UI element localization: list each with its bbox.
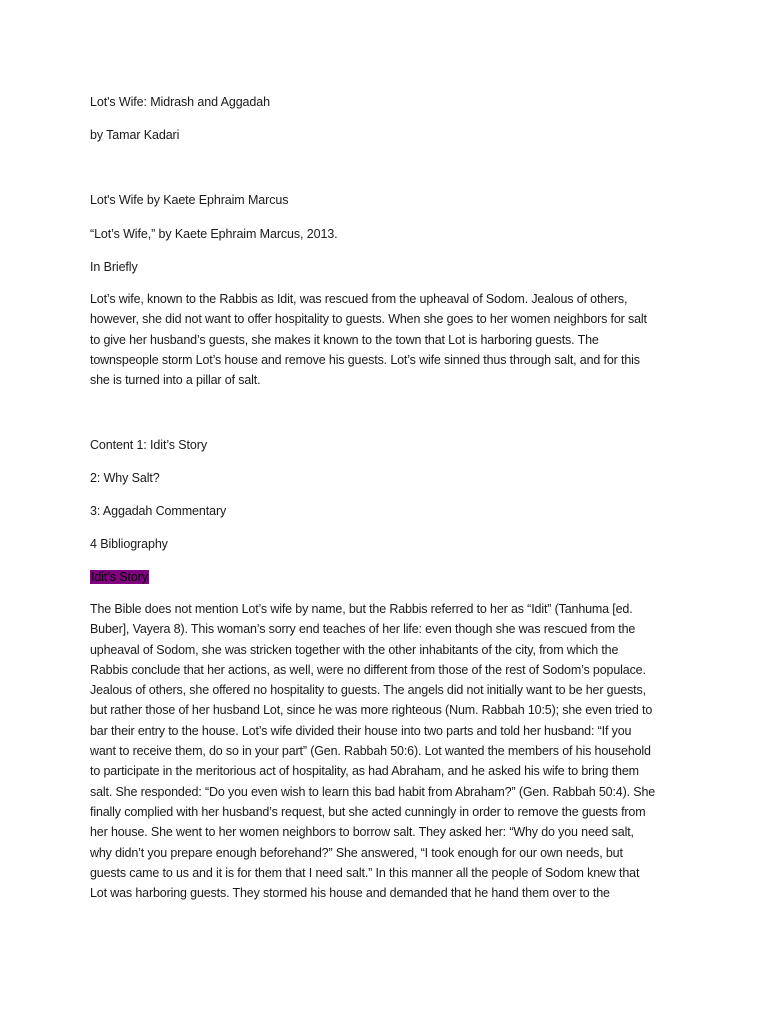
summary-line: however, she did not want to offer hospitality to guests. When she goes to her women neighbors for salt — [90, 312, 647, 327]
body-line: Lot was harboring guests. They stormed his house and demanded that he hand them over to the — [90, 886, 610, 901]
contents-item-3: 3: Aggadah Commentary — [90, 504, 227, 518]
section-heading — [90, 569, 149, 585]
document-title: Lot's Wife: Midrash and Aggadah — [90, 95, 270, 109]
body-line: guests came to us and it is for them that I need salt.” In this manner all the people of Sodom knew that — [90, 865, 640, 880]
body-line: Rabbis conclude that her actions, as well, were no different from those of the rest of Sodom’s populace. — [90, 662, 646, 677]
image-caption: “Lot’s Wife,” by Kaete Ephraim Marcus, 2013. — [90, 227, 338, 241]
body-line: Jealous of others, she offered no hospitality to guests. The angels did not initially want to be her guests, — [90, 683, 646, 698]
body-line: bar their entry to the house. Lot’s wife divided their house into two parts and told her husband: “If you — [90, 723, 632, 738]
in-briefly-heading: In Briefly — [90, 260, 138, 274]
body-line: finally complied with her husband’s request, but she acted cunningly in order to remove the guests from — [90, 804, 646, 819]
body-line: The Bible does not mention Lot’s wife by name, but the Rabbis referred to her as “Idit” (Tanhuma [ed. — [90, 602, 633, 616]
body-paragraph — [90, 599, 682, 903]
summary-line: she is turned into a pillar of salt. — [90, 373, 261, 388]
body-line: but rather those of her husband Lot, since he was more righteous (Num. Rabbah 10:5); she even tried to — [90, 703, 653, 718]
body-line: want to receive them, do so in your part” (Gen. Rabbah 50:6). Lot wanted the members of his household — [90, 744, 651, 759]
image-title: Lot's Wife by Kaete Ephraim Marcus — [90, 193, 289, 207]
body-line: upheaval of Sodom, she was stricken together with the other inhabitants of the city, from which the — [90, 642, 619, 657]
body-line: why didn’t you prepare enough beforehand?” She answered, “I took enough for our own needs, but — [90, 845, 623, 860]
summary-line: Lot’s wife, known to the Rabbis as Idit, was rescued from the upheaval of Sodom. Jealous of others, — [90, 292, 628, 306]
body-line: Buber], Vayera 8). This woman’s sorry end teaches of her life: even though she was rescued from the — [90, 622, 636, 637]
contents-item-1: Content 1: Idit’s Story — [90, 438, 207, 452]
summary-paragraph — [90, 289, 682, 390]
contents-item-4: 4 Bibliography — [90, 537, 168, 551]
summary-line: to give her husband’s guests, she makes it known to the town that Lot is harboring guests. The — [90, 332, 599, 347]
body-line: salt. She responded: “Do you even wish to learn this bad habit from Abraham?” (Gen. Rabbah 50:4). She — [90, 784, 656, 799]
section-heading-highlight: Idit’s Story — [91, 570, 148, 584]
body-line: her house. She went to her women neighbors to borrow salt. They asked her: “Why do you need salt, — [90, 825, 634, 840]
summary-line: townspeople storm Lot’s house and remove his guests. Lot’s wife sinned thus through salt, and for this — [90, 352, 640, 367]
contents-item-2: 2: Why Salt? — [90, 471, 160, 485]
body-line: to participate in the meritorious act of hospitality, as had Abraham, and he asked his wife to bring them — [90, 764, 639, 779]
document-author: by Tamar Kadari — [90, 128, 180, 142]
